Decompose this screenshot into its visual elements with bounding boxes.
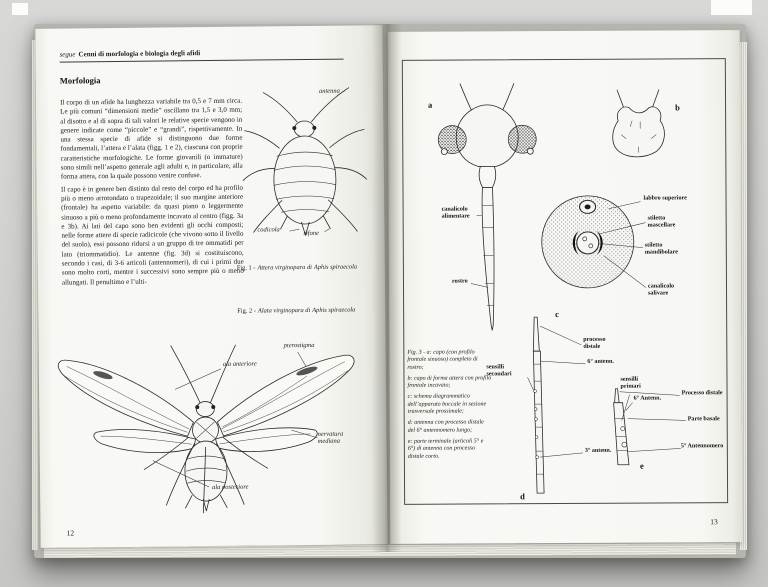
primary-sensillum [622,442,627,447]
fig3b-head-outline [612,89,664,157]
page-number-left: 12 [66,528,75,538]
label-rostro: rostro [451,278,468,285]
sensillum [535,436,538,439]
fig3-caption-item: b: capo di forma attera con profilo frontale incavato; [407,375,492,390]
siphunculus [280,216,287,229]
sensillum [534,390,537,393]
fig1-label-codicola: codicola [257,226,280,234]
sensillum [535,418,538,421]
antenna-left-line [263,92,297,122]
label-parte-basale: Parte basale [687,416,720,423]
fig3-letter-d: d [520,491,525,502]
fig2-caption-species: Aphis spiraecola [312,306,356,314]
fig1-caption-species: Aphis spiraecola [313,263,358,271]
food-canal [583,237,587,241]
fig3-letter-e: e [639,460,644,471]
fig2-caption [237,306,387,315]
right-page [388,30,743,544]
fig2-label-nervatura-mediana: nervatura mediana [317,430,344,445]
fig3-caption [407,349,492,464]
antenna-right-line [210,345,237,403]
section-title: Morfologia [59,75,101,86]
aphid-head [294,121,314,137]
label-6-antenn-upper: 6° Antenn. [633,395,662,402]
label-processo-distale-e: Processo distale [681,390,723,397]
antenna-shaft [614,403,629,465]
fig1-caption-prefix: Fig. 1 - [236,264,256,272]
fig3-letter-c: c [555,309,559,320]
running-head-prefix: segue [59,50,76,59]
ocular-tubercle [527,148,533,154]
fig2-label-ala-posteriore: ala posteriore [212,483,249,492]
label-canalicolo-salivare: canalicolo salivare [647,283,675,297]
background-artifact-right [711,0,752,15]
label-processo-distale: processo distale [583,336,606,350]
primary-sensillum [621,427,625,431]
fig2-caption-desc: Alata virginopara di [257,306,311,315]
fig3-caption-item: c: schema diagrammatico dell’apparato boccale in sezione trasversale prossimale; [407,393,487,415]
background-artifact-left [12,3,28,15]
fig2-label-ala-anteriore: ala anteriore [222,360,257,368]
label-canalicolo-alimentare: canalicolo alimentare [441,206,470,220]
antenna-line [502,83,514,111]
label-stiletto-mascellare: stiletto mascellare [647,215,676,229]
label-6-antenn-lower: 6° antenn. [587,358,614,365]
body-text-column [60,97,244,291]
paragraph-1: Il corpo di un afide ha lunghezza variabile tra 0,5 e 7 mm circa. Le più comuni “dimensioni medie” oscillano tra 1,5 e 3,0 mm; al disotto e al di sopra di tali valori le relative specie vengono in genere indicate come “piccole” e “grandi”, rispettivamente. In una stessa specie di afide si distinguono due forme fondamentali, l’attera e l’alata (figg. 1 e 2), ciascuna con proprie caratteristiche morfologiche. Le forme giovanili (o immature) sono simili nell’aspetto generale agli adulti e, in particolare, alla forma attera, con la quale possono venire confuse. [60,96,243,181]
fig3-letter-a: a [428,99,433,110]
leg [328,199,357,231]
leg [243,168,275,180]
fig1-caption-desc: Attera virginopara di [257,263,312,272]
fig3-letter-b: b [675,102,680,113]
left-page [35,25,387,548]
leg [244,130,279,148]
paragraph-2: Il capo è in genere ben distinto dal resto del corpo ed ha profilo più o meno arrotondato o trapezoidale; il suo margine anteriore (frontale) ha aspetto variabile: da quasi piano o leggermente sinuoso a più o meno profondamente incavato al centro (figg. 3a e 3b). Ai lati del capo sono ben evidenti gli occhi composti; nelle forme attere di specie radicicole (che vivono sotto il livello del suolo), essi possono ridursi a un gruppo di tre ommatidi per lato (triommatidio). Le antenne (fig. 3d) si costituiscono, secondo i casi, di 3-6 articoli (antennomeri), di cui i primi due sono molto corti, mentre i successivi sono sempre più o meno allungati. Il penultimo e l’ulti- [60,183,244,287]
fig3-caption-item: Fig. 3 - a: capo (con profilo frontale sinuoso) completo di rostro; [407,349,478,371]
rostrum [482,187,494,330]
distal-process [533,317,539,351]
forewing-left [58,359,193,438]
sensillum [536,456,539,459]
aphid-head [196,401,214,416]
fig3-caption-item: e: parte terminale (articoli 5° e 6°) di antenna con processo distale corto. [407,438,484,460]
label-labbro-superiore: labbro superiore [643,195,687,202]
stylet-bundle [577,232,599,254]
fig3c-cross-section-diagram [542,196,634,288]
attera-aphid-drawing [242,87,368,238]
label-5-antennomero: 5° Antennomero [680,443,724,450]
distal-process [615,389,620,403]
antenna-stubs [617,90,659,109]
label-sensilli-primari: sensilli primari [620,376,641,390]
fig1-label-antenna: antenna [318,87,340,95]
neck-lines [479,166,496,187]
running-head-title: Cenni di morfologia e biologia degli afidi [78,49,201,59]
salivary-canal [589,244,593,248]
running-head [60,49,201,58]
head-outline [613,107,665,157]
sensillum [534,408,537,411]
fig2-label-pterostigma: pterostigma [283,341,315,350]
label-stiletto-mandibolare: stiletto mandibolare [644,242,678,256]
ocular-tubercle [441,149,447,155]
leg [329,129,364,147]
fig3-caption-item: d: antenna con processo distale del 6° antennomero lungo; [407,419,484,434]
running-head-rule [60,59,344,63]
page-number-right: 13 [710,517,718,527]
fig1-attera-illustration [239,79,376,250]
fig1-caption [237,263,387,272]
fig3d-long-antenna [533,317,544,493]
fig1-label-sifone: sifone [303,229,320,238]
leader-line [324,229,329,232]
antenna-shaft [533,351,544,493]
label-sensilli-secondari: sensilli secondari [486,364,512,378]
label-3-antenn: 3° antenn. [584,447,612,454]
antenna-left-line [171,345,201,403]
antenna-line [460,83,472,111]
labrum-core [585,204,591,209]
fig2-caption-prefix: Fig. 2 - [237,307,256,315]
leg [335,167,367,179]
leader-line [289,229,299,231]
fig3e-antenna-tip [614,389,629,465]
alata-aphid-drawing [58,341,356,515]
siphunculus [323,216,330,229]
